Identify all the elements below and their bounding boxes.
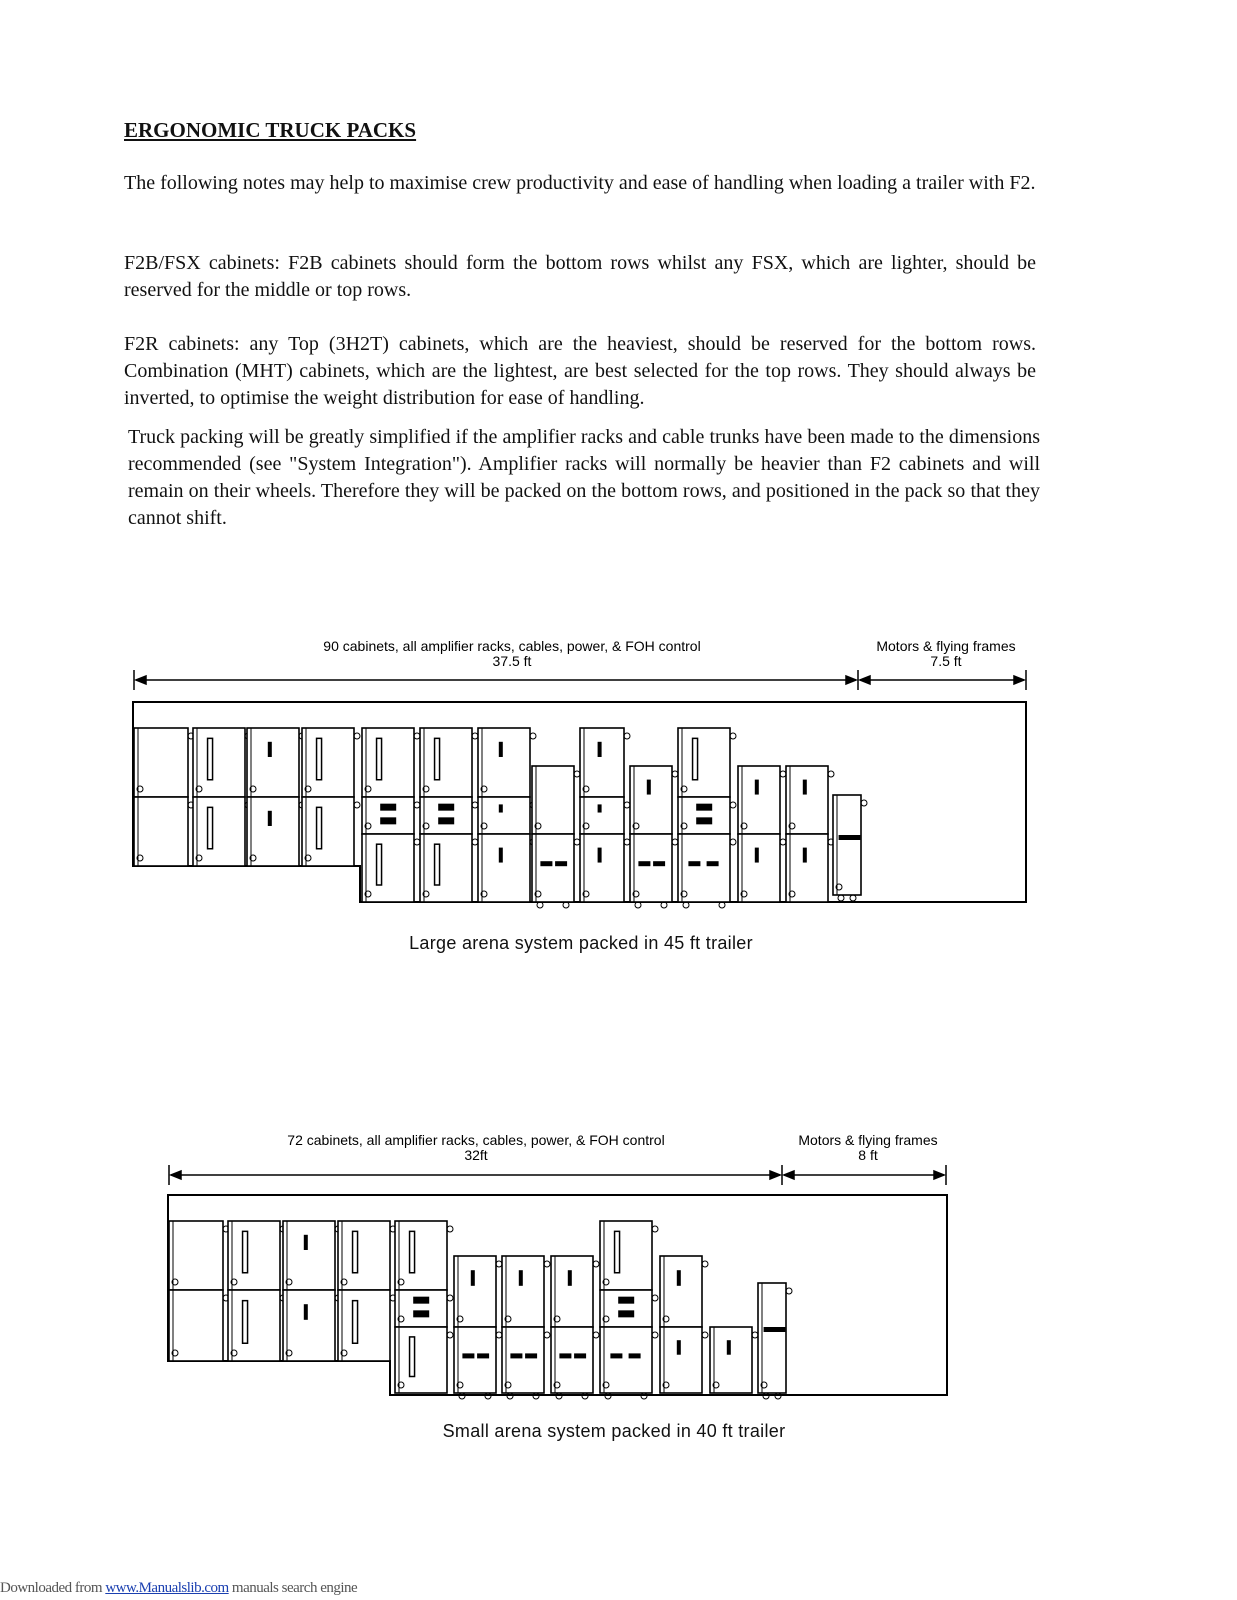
page-title: ERGONOMIC TRUCK PACKS bbox=[124, 118, 417, 142]
grill-mark bbox=[618, 1310, 634, 1317]
latch-icon bbox=[354, 802, 360, 808]
handle-mark bbox=[499, 848, 503, 863]
main-section-label: 90 cabinets, all amplifier racks, cables, power, & FOH control bbox=[323, 638, 701, 654]
f2r-paragraph: F2R cabinets: any Top (3H2T) cabinets, which are the heaviest, should be reserved for the bottom rows. Combination (MHT) cabinets, which are the lightest, are best selected for the top rows. They should always be inverted, to optimise the weight distribution for ease of handling. bbox=[124, 333, 1036, 409]
cabinet-box bbox=[630, 834, 672, 902]
handle-mark bbox=[677, 1270, 681, 1286]
handle-mark bbox=[304, 1235, 308, 1250]
rack-mark bbox=[773, 1327, 785, 1332]
latch-icon bbox=[414, 802, 420, 808]
f2b-fsx-paragraph: F2B/FSX cabinets: F2B cabinets should form the bottom rows whilst any FSX, which are lighter, should be reserved for the middle or top rows. bbox=[124, 252, 1036, 301]
wheel-icon bbox=[850, 895, 856, 901]
cabinet-box bbox=[738, 834, 780, 902]
latch-icon bbox=[574, 839, 580, 845]
small-arena-figure bbox=[0, 1125, 1237, 1441]
latch-icon bbox=[730, 802, 736, 808]
latch-icon bbox=[574, 771, 580, 777]
cabinet-box bbox=[786, 834, 828, 902]
latch-icon bbox=[496, 1261, 502, 1267]
cabinet-box bbox=[738, 766, 780, 834]
manualslib-link[interactable]: www.Manualslib.com bbox=[105, 1580, 229, 1596]
main-section-length: 37.5 ft bbox=[492, 653, 532, 669]
latch-icon bbox=[702, 1261, 708, 1267]
trailer-pack bbox=[133, 702, 1026, 908]
latch-icon bbox=[414, 839, 420, 845]
rack-mark bbox=[574, 1353, 586, 1358]
latch-icon bbox=[624, 839, 630, 845]
grill-mark bbox=[413, 1297, 429, 1304]
grill-mark bbox=[380, 817, 396, 824]
main-section-length: 32ft bbox=[464, 1147, 488, 1163]
rack-mark bbox=[555, 861, 567, 866]
dimension-lines bbox=[169, 1165, 946, 1185]
small-arena-caption: Small arena system packed in 40 ft trailer bbox=[442, 1421, 786, 1441]
handle-mark bbox=[598, 742, 602, 757]
side-section-length: 7.5 ft bbox=[930, 653, 962, 669]
handle-mark bbox=[499, 742, 503, 757]
latch-icon bbox=[861, 800, 867, 806]
rack-mark bbox=[653, 861, 665, 866]
rack-mark bbox=[848, 835, 860, 840]
intro-paragraph: The following notes may help to maximise crew productivity and ease of handling when loading a trailer with F2. bbox=[124, 172, 1036, 194]
rack-mark bbox=[707, 861, 719, 866]
cabinet-box bbox=[532, 766, 574, 834]
latch-icon bbox=[624, 802, 630, 808]
grill-mark bbox=[438, 817, 454, 824]
cabinet-box bbox=[532, 834, 574, 902]
latch-icon bbox=[672, 771, 678, 777]
rack-mark bbox=[477, 1353, 489, 1358]
footer-suffix: manuals search engine bbox=[228, 1580, 358, 1596]
rack-mark bbox=[540, 861, 552, 866]
trailer-pack bbox=[168, 1195, 947, 1399]
handle-mark bbox=[598, 804, 602, 812]
grill-mark bbox=[696, 804, 712, 811]
rack-mark bbox=[510, 1353, 522, 1358]
latch-icon bbox=[414, 733, 420, 739]
latch-icon bbox=[786, 1288, 792, 1294]
cabinet-box bbox=[551, 1327, 593, 1393]
cabinet-box bbox=[580, 834, 624, 902]
latch-icon bbox=[652, 1332, 658, 1338]
latch-icon bbox=[652, 1226, 658, 1232]
rack-mark bbox=[559, 1353, 571, 1358]
rack-mark bbox=[462, 1353, 474, 1358]
latch-icon bbox=[544, 1261, 550, 1267]
side-section-label: Motors & flying frames bbox=[876, 638, 1016, 654]
handle-mark bbox=[727, 1340, 731, 1355]
latch-icon bbox=[730, 733, 736, 739]
handle-mark bbox=[803, 848, 807, 863]
latch-icon bbox=[780, 771, 786, 777]
side-section-label: Motors & flying frames bbox=[798, 1132, 938, 1148]
latch-icon bbox=[828, 771, 834, 777]
rack-mark bbox=[629, 1353, 641, 1358]
rack-mark bbox=[610, 1353, 622, 1358]
latch-icon bbox=[730, 839, 736, 845]
handle-mark bbox=[268, 742, 272, 757]
rack-mark bbox=[525, 1353, 537, 1358]
latch-icon bbox=[472, 733, 478, 739]
rack-mark bbox=[638, 861, 650, 866]
latch-icon bbox=[447, 1295, 453, 1301]
latch-icon bbox=[354, 733, 360, 739]
wheel-icon bbox=[838, 895, 844, 901]
cabinet-box bbox=[660, 1327, 702, 1393]
latch-icon bbox=[530, 733, 536, 739]
latch-icon bbox=[472, 839, 478, 845]
handle-mark bbox=[519, 1270, 523, 1286]
cabinet-box bbox=[580, 728, 624, 797]
grill-mark bbox=[380, 804, 396, 811]
latch-icon bbox=[702, 1332, 708, 1338]
latch-icon bbox=[472, 802, 478, 808]
handle-mark bbox=[755, 780, 759, 795]
cabinet-box bbox=[630, 766, 672, 834]
large-arena-caption: Large arena system packed in 45 ft trailer bbox=[409, 933, 753, 953]
main-section-label: 72 cabinets, all amplifier racks, cables, power, & FOH control bbox=[287, 1132, 665, 1148]
page-footer bbox=[0, 1580, 357, 1597]
large-arena-diagram bbox=[0, 630, 1237, 910]
handle-mark bbox=[499, 804, 503, 812]
grill-mark bbox=[413, 1310, 429, 1317]
latch-icon bbox=[447, 1226, 453, 1232]
handle-mark bbox=[803, 780, 807, 795]
latch-icon bbox=[780, 839, 786, 845]
latch-icon bbox=[624, 733, 630, 739]
cabinet-box bbox=[710, 1327, 752, 1393]
handle-mark bbox=[677, 1340, 681, 1355]
handle-mark bbox=[598, 848, 602, 863]
cabinet-box bbox=[786, 766, 828, 834]
latch-icon bbox=[544, 1332, 550, 1338]
latch-icon bbox=[593, 1332, 599, 1338]
cabinet-box bbox=[502, 1327, 544, 1393]
grill-mark bbox=[696, 817, 712, 824]
handle-mark bbox=[647, 780, 651, 795]
handle-mark bbox=[568, 1270, 572, 1286]
latch-icon bbox=[496, 1332, 502, 1338]
small-arena-diagram bbox=[0, 1125, 1237, 1405]
latch-icon bbox=[447, 1332, 453, 1338]
grill-mark bbox=[618, 1297, 634, 1304]
handle-mark bbox=[471, 1270, 475, 1286]
rack-mark bbox=[688, 861, 700, 866]
latch-icon bbox=[752, 1332, 758, 1338]
latch-icon bbox=[593, 1261, 599, 1267]
grill-mark bbox=[438, 804, 454, 811]
latch-icon bbox=[672, 839, 678, 845]
large-arena-figure bbox=[0, 630, 1237, 953]
handle-mark bbox=[268, 811, 272, 826]
footer-prefix: Downloaded from bbox=[0, 1580, 106, 1596]
latch-icon bbox=[652, 1295, 658, 1301]
side-section-length: 8 ft bbox=[858, 1147, 878, 1163]
cabinet-box bbox=[454, 1327, 496, 1393]
dimension-lines bbox=[134, 670, 1026, 690]
handle-mark bbox=[304, 1304, 308, 1320]
handle-mark bbox=[755, 848, 759, 863]
truck-packing-paragraph: Truck packing will be greatly simplified if the amplifier racks and cable trunks have been made to the dimensions recommended (see "System Integration"). Amplifier racks will normally be heavier than F2 cabinets and will remain on their wheels. Therefore they will be packed on the bottom rows, and positioned in the pack so that they cannot shift. bbox=[128, 426, 1040, 529]
